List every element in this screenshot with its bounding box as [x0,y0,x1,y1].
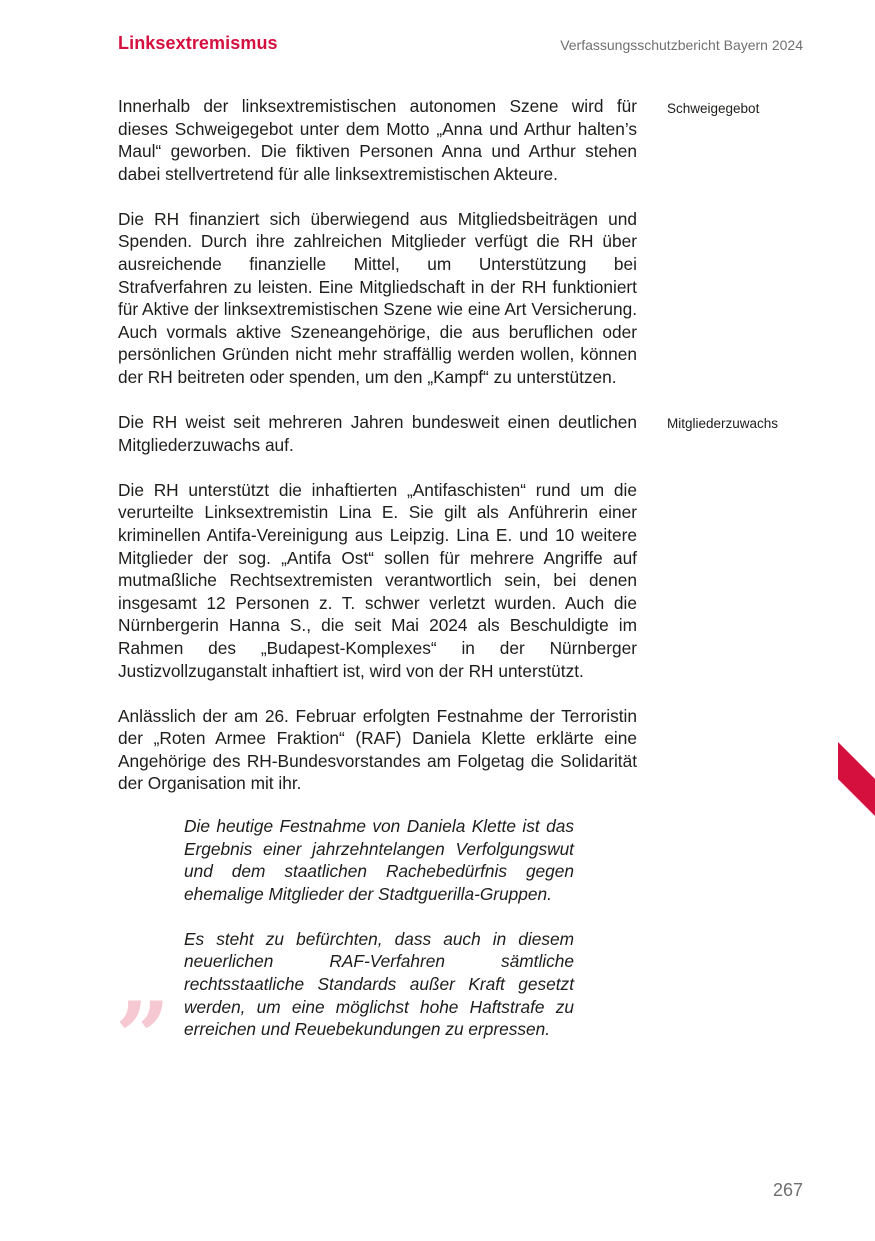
paragraph-festnahme: Anlässlich der am 26. Februar erfolgten Festnahme der Terroristin der „Roten Armee Fraktion“ (RAF) Daniela Klette erklärte eine Angehörige des RH-Bundesvorstandes am Folgetag die Solidarität der Organisation mit ihr. [118,705,637,794]
margin-note-schweigegebot: Schweigegebot [667,101,760,116]
quote-paragraph: Die heutige Festnahme von Daniela Klette ist das Ergebnis einer jahrzehntelangen Verfolgungswut und dem staatlichen Rachebedürfnis gegen ehemalige Mitglieder der Stadtguerilla-Gruppen. [184,816,574,904]
quote-mark-icon: ” [115,981,171,1094]
margin-note-mitgliederzuwachs: Mitgliederzuwachs [667,416,779,431]
body-text [118,95,637,818]
paragraph-mitgliederzuwachs: Die RH weist seit mehreren Jahren bundesweit einen deutlichen Mitgliederzuwachs auf. [118,412,637,455]
paragraph-unterstuetzung: Die RH unterstützt die inhaftierten „Antifaschisten“ rund um die verurteilte Linksextremistin Lina E. Sie gilt als Anführerin einer kriminellen Antifa-Vereinigung aus Leipzig. Lina E. und 10 weitere Mitglieder der sog. „Antifa Ost“ sollen für mehrere Angriffe auf mutmaßliche Rechtsextremisten verantwortlich sein, bei denen insgesamt 12 Personen z. T. schwer verletzt wurden. Auch die Nürnbergerin Hanna S., die seit Mai 2024 als Beschuldigte im Rahmen des „Budapest-Komplexes“ in der Nürnberger Justizvollzuganstalt inhaftiert ist, wird von der RH unterstützt. [118,479,637,681]
chapter-tab-marker [838,742,875,816]
paragraph-schweigegebot: Innerhalb der linksextremistischen autonomen Szene wird für dieses Schweigegebot unter dem Motto „Anna und Arthur halten’s Maul“ geworben. Die fiktiven Personen Anna und Arthur stehen dabei stellvertretend für alle linksextremistischen Akteure. [118,96,637,184]
paragraph-finanzierung: Die RH finanziert sich überwiegend aus Mitgliedsbeiträgen und Spenden. Durch ihre zahlreichen Mitglieder verfügt die RH über ausreichende finanzielle Mittel, um Unterstützung bei Strafverfahren zu leisten. Eine Mitgliedschaft in der RH funktioniert für Aktive der linksextremistischen Szene wie eine Art Versicherung. Auch vormals aktive Szeneangehörige, die aus beruflichen oder persönlichen Gründen nicht mehr straffällig werden wollen, können der RH beitreten oder spenden, um den „Kampf“ zu unterstützen. [118,208,637,388]
quote-block [184,815,574,1063]
page-number: 267 [772,1180,803,1200]
section-title: Linksextremismus [118,33,278,53]
quote-paragraph: Es steht zu befürchten, dass auch in diesem neuerlichen RAF-Verfahren sämtliche rechtsstaatliche Standards außer Kraft gesetzt werden, um eine möglichst hohe Haftstrafe zu erreichen und Reuebekundungen zu erpressen. [184,928,574,1040]
report-title: Verfassungsschutzbericht Bayern 2024 [560,37,803,53]
